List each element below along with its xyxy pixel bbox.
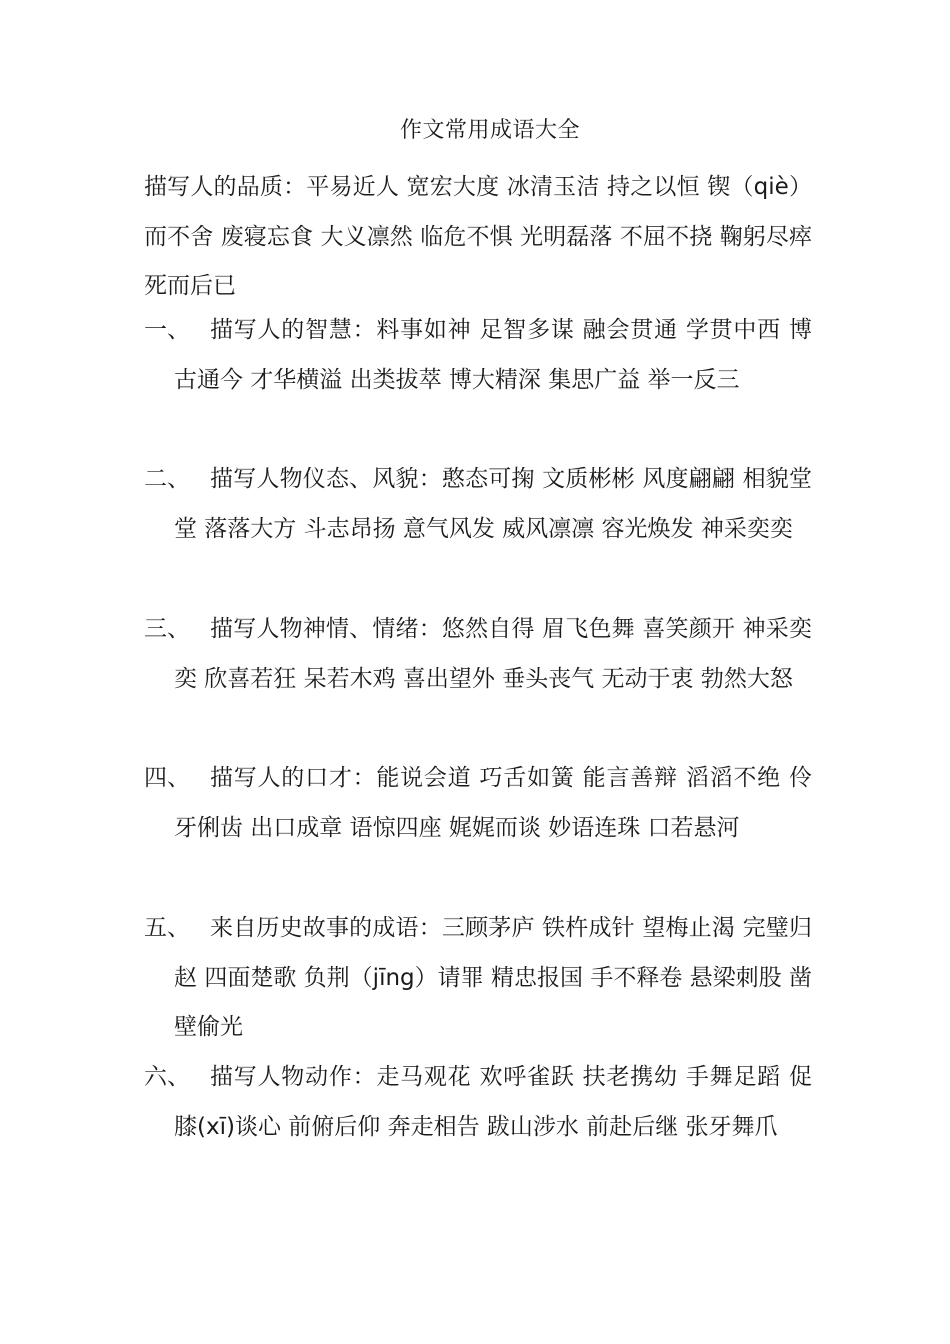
section-marker: 五、 — [144, 915, 190, 941]
section-marker: 六、 — [144, 1064, 190, 1090]
section-text: 描写人的口才：能说会道 巧舌如簧 能言善辩 滔滔不绝 伶牙俐齿 出口成章 语惊四座 娓娓而谈 妙语连珠 口若悬河 — [174, 765, 812, 841]
section-text: 描写人物神情、情绪：悠然自得 眉飞色舞 喜笑颜开 神采奕奕 欣喜若狂 呆若木鸡 喜出望外 垂头丧气 无动于衷 勃然大怒 — [174, 616, 812, 692]
section-marker: 三、 — [144, 616, 190, 642]
section-item — [144, 306, 812, 405]
document-title: 作文常用成语大全 — [399, 118, 580, 143]
section-text: 描写人的智慧：料事如神 足智多谋 融会贯通 学贯中西 博古通今 才华横溢 出类拔萃 博大精深 集思广益 举一反三 — [174, 317, 812, 393]
section-item — [144, 754, 812, 853]
section-text: 描写人物仪态、风貌：憨态可掬 文质彬彬 风度翩翩 相貌堂堂 落落大方 斗志昂扬 意气风发 威风凛凛 容光焕发 神采奕奕 — [174, 466, 812, 542]
section-marker: 四、 — [144, 765, 190, 791]
section-text: 描写人物动作：走马观花 欢呼雀跃 扶老携幼 手舞足蹈 促膝(xī)谈心 前俯后仰 奔走相告 跋山涉水 前赴后继 张牙舞爪 — [174, 1064, 812, 1140]
section-item — [144, 605, 812, 704]
section-item — [144, 455, 812, 554]
intro-paragraph: 描写人的品质：平易近人 宽宏大度 冰清玉洁 持之以恒 锲（qiè）而不舍 废寝忘食 大义凛然 临危不惧 光明磊落 不屈不挠 鞠躬尽瘁 死而后已 — [144, 174, 812, 299]
section-item — [144, 1053, 812, 1152]
section-text: 来自历史故事的成语：三顾茅庐 铁杵成针 望梅止渴 完璧归赵 四面楚歌 负荆（jīng）请罪 精忠报国 手不释卷 悬梁刺股 凿壁偷光 — [174, 915, 812, 1040]
section-marker: 二、 — [144, 466, 190, 492]
section-marker: 一、 — [144, 317, 190, 343]
section-item — [144, 904, 812, 1053]
